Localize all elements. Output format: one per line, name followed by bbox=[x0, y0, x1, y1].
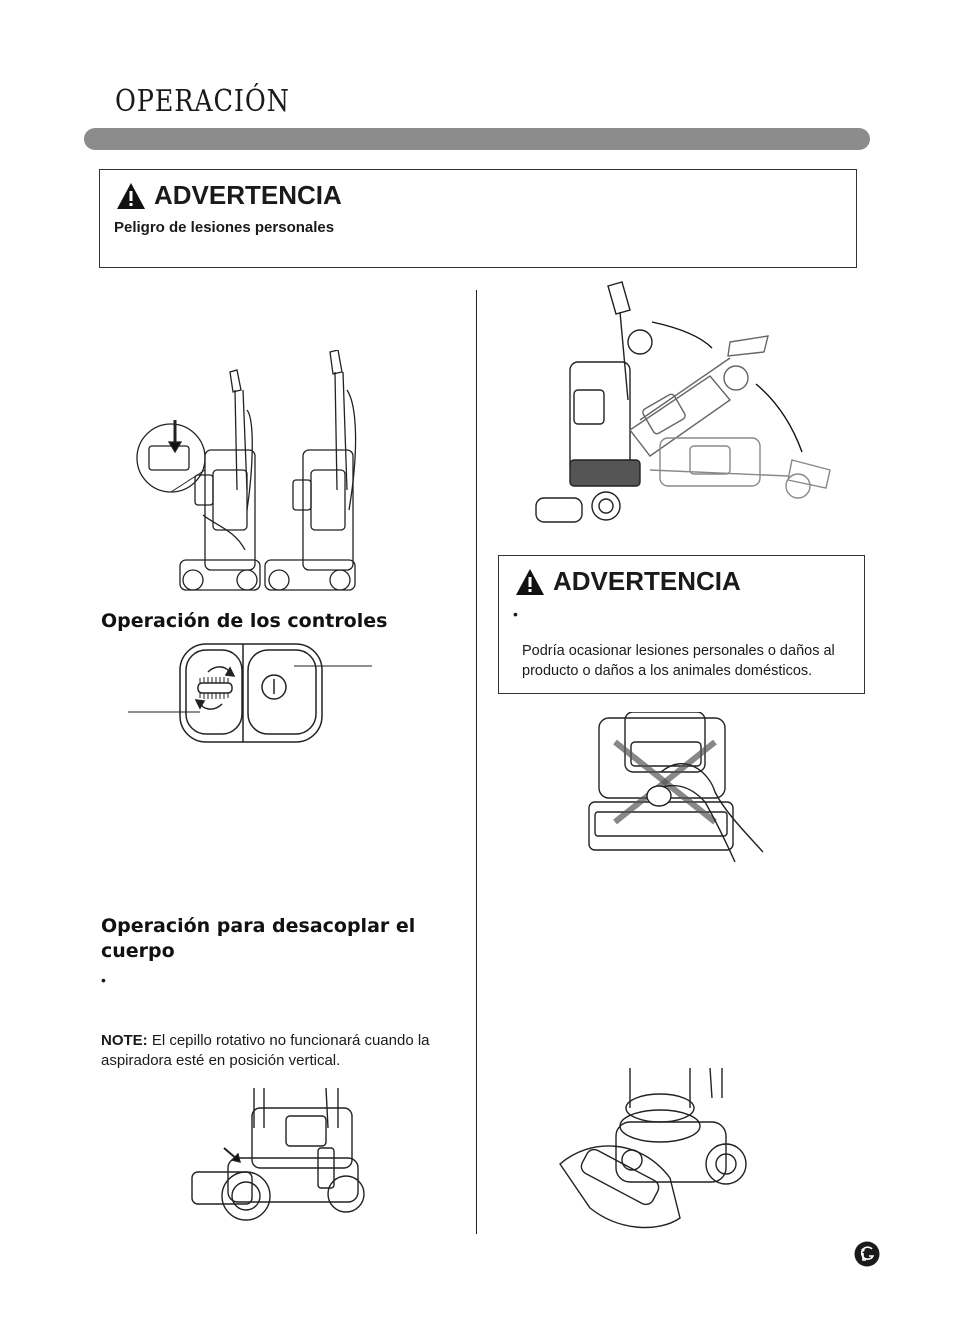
warning-subtitle: Peligro de lesiones personales bbox=[114, 219, 335, 236]
decouple-bullet: • bbox=[101, 972, 106, 988]
note-label: NOTE: bbox=[101, 1032, 148, 1049]
vacuum-upright-illustration bbox=[135, 350, 375, 595]
column-divider bbox=[476, 290, 477, 1234]
warning-box-right bbox=[498, 555, 865, 694]
warning-icon bbox=[116, 182, 146, 210]
warning-title bbox=[116, 180, 342, 211]
note-text bbox=[101, 1031, 471, 1071]
warning2-text-line1: Podría ocasionar lesiones personales o daños al bbox=[522, 643, 835, 659]
warning-icon bbox=[515, 568, 545, 596]
page-title: OPERACIÓN bbox=[115, 84, 290, 119]
power-icon bbox=[262, 675, 286, 699]
header-bar bbox=[84, 128, 870, 150]
hand-brushroll-illustration bbox=[585, 712, 775, 862]
vacuum-base-illustration bbox=[188, 1088, 368, 1224]
warning-title-text: ADVERTENCIA bbox=[154, 180, 342, 210]
warning2-text-line2: producto o daños a los animales domésticos. bbox=[522, 663, 813, 679]
decouple-heading-line1: Operación para desacoplar el bbox=[101, 915, 416, 937]
brush-icon bbox=[196, 667, 234, 709]
controls-heading: Operación de los controles bbox=[101, 610, 388, 632]
warning2-bullet: • bbox=[513, 606, 518, 622]
lg-logo-icon bbox=[854, 1241, 880, 1267]
vacuum-recline-illustration bbox=[530, 280, 842, 528]
warning-title-2 bbox=[515, 566, 741, 597]
warning2-text bbox=[522, 641, 835, 681]
decouple-heading bbox=[101, 914, 415, 964]
lg-logo bbox=[854, 1241, 880, 1267]
warning-box-top bbox=[99, 169, 857, 268]
note-text-line1: El cepillo rotativo no funcionará cuando la bbox=[147, 1032, 430, 1049]
control-panel-illustration bbox=[128, 642, 373, 746]
note-text-line2: aspiradora esté en posición vertical. bbox=[101, 1052, 341, 1069]
vacuum-head-illustration bbox=[550, 1068, 750, 1236]
warning-title-text-2: ADVERTENCIA bbox=[553, 566, 741, 596]
decouple-heading-line2: cuerpo bbox=[101, 940, 175, 962]
